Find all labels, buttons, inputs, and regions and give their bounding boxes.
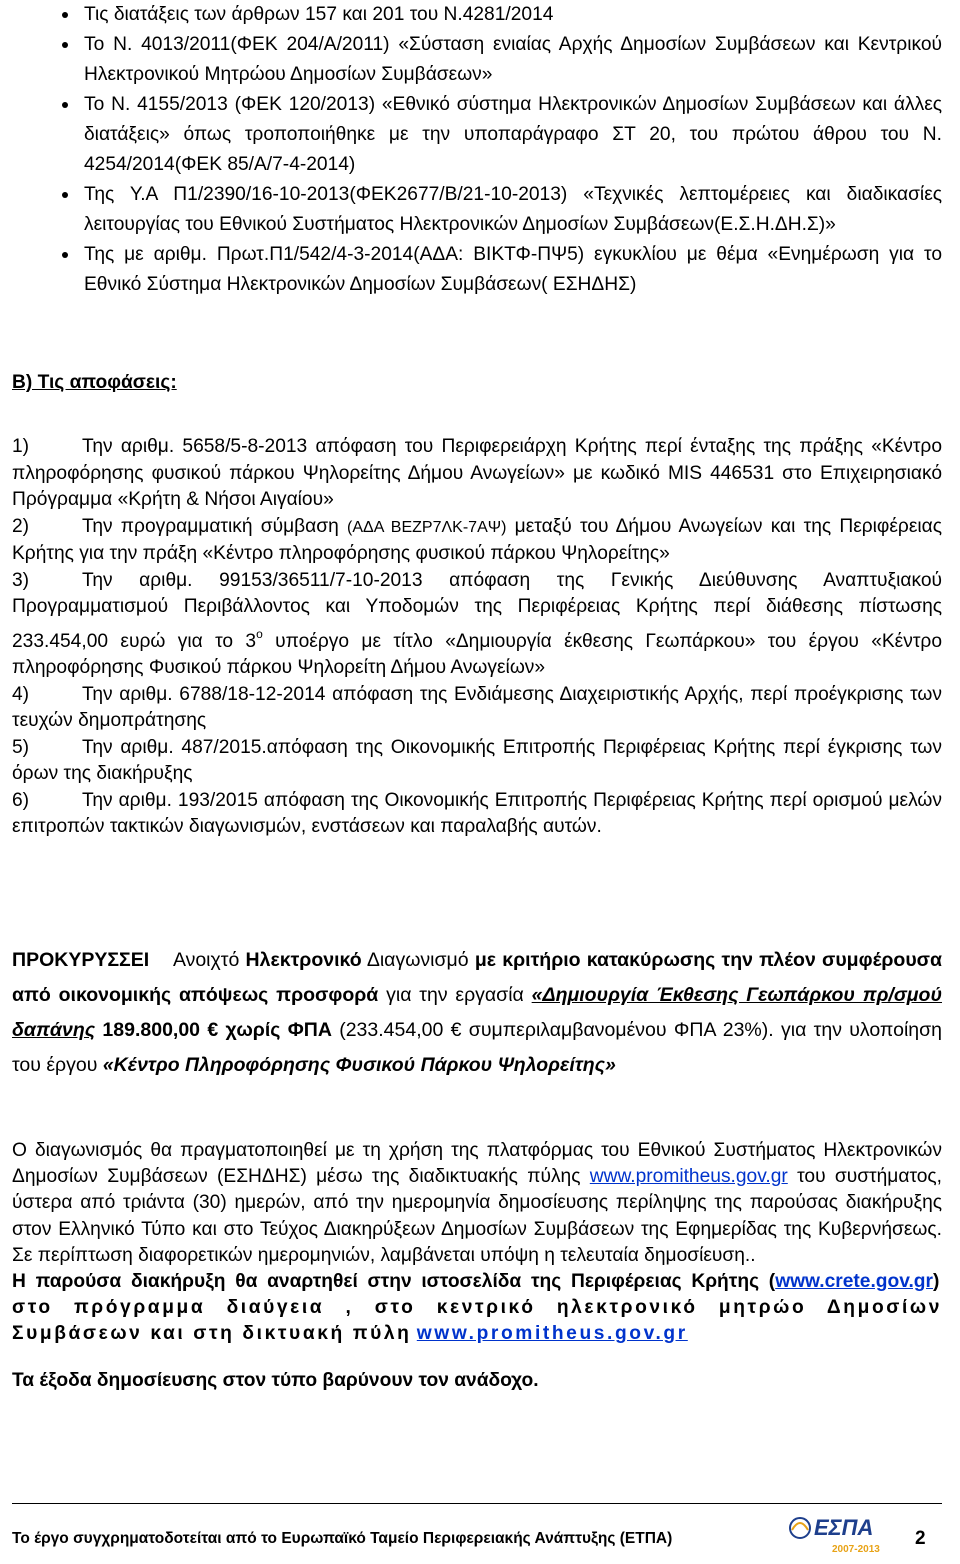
bullet-icon <box>62 102 68 108</box>
euro-icon: € <box>207 1019 219 1041</box>
crete-link[interactable]: www.crete.gov.gr <box>775 1271 933 1293</box>
list-item: Τις διατάξεις των άρθρων 157 και 201 του Ν.4281/2014 <box>0 0 960 30</box>
euro-icon: € <box>450 1019 462 1041</box>
list-item: Της Υ.Α Π1/2390/16-10-2013(ΦΕΚ2677/Β/21-10-2013) «Τεχνικές λεπτομέρειες και διαδικασίες λειτουργίας του Εθνικού Συστήματος Ηλεκτρονικών Δημοσίων Συμβάσεων(Ε.Σ.Η.ΔΗ.Σ)» <box>0 180 960 240</box>
espa-logo-icon <box>788 1508 884 1558</box>
decisions-heading: Β) Τις αποφάσεις: <box>12 372 177 393</box>
tender-details: Ο διαγωνισμός θα πραγματοποιηθεί με τη χρήση της πλατφόρμας του Εθνικού Συστήματος Ηλεκτρονικών Δημοσίων Συμβάσεων (ΕΣΗΔΗΣ) μέσω της διαδικτυακής πύλης www.promitheus.gov.gr του συστήματος, ύστερα από τριάντα (30) ημερών, από την ημερομηνία δημοσίευσης περίληψης της παρούσας διακήρυξης στον Ελληνικό Τύπο και στο Τεύχος Διακηρύξεων Δημοσίων Συμβάσεων της Εφημερίδας της Κυβερνήσεως. Σε περίπτωση διαφορετικών ημερομηνιών, λαμβάνεται υπόψη η τελευταία δημοσίευση.. Η παρούσα διακήρυξη θα αναρτηθεί στην ιστοσελίδα της Περιφέρειας Κρήτης (www.crete.gov.gr) στο πρόγραμμα διαύγεια , στο κεντρικό ηλεκτρονικό μητρώο Δημοσίων Συμβάσεων και στη δικτυακή πύλη www.promitheus.gov.gr Τα έξοδα δημοσίευσης στον τύπο βαρύνουν τον ανάδοχο. <box>12 1138 942 1394</box>
decision-item: 4) Την αριθμ. 6788/18-12-2014 απόφαση της Ενδιάμεσης Διαχειριστικής Αρχής, περί προέγκρισης των τευχών δημοπράτησης <box>12 683 942 731</box>
bullet-icon <box>62 192 68 198</box>
decision-item: 1) Την αριθμ. 5658/5-8-2013 απόφαση του Περιφερειάρχη Κρήτης περί ένταξης της πράξης «Κέντρο πληροφόρησης φυσικού πάρκου Ψηλορείτης Δήμου Ανωγείων» με κωδικό MIS 446531 στο Επιχειρησιακό Πρόγραμμα «Κρήτη & Νήσοι Αιγαίου» <box>12 436 942 510</box>
list-item: Το Ν. 4013/2011(ΦΕΚ 204/Α/2011) «Σύσταση ενιαίας Αρχής Δημοσίων Συμβάσεων και Κεντρικού Ηλεκτρονικού Μητρώου Δημοσίων Συμβάσεων» <box>0 30 960 90</box>
bullet-icon <box>62 42 68 48</box>
posting-notice: Η παρούσα διακήρυξη θα αναρτηθεί στην ιστοσελίδα της Περιφέρειας Κρήτης (www.crete.gov.gr) στο πρόγραμμα διαύγεια , στο κεντρικό ηλεκτρονικό μητρώο Δημοσίων Συμβάσεων και στη δικτυακή πύλη www.promitheus.gov.gr <box>12 1271 942 1345</box>
footer-divider <box>12 1503 942 1504</box>
decision-item: 2) Την προγραμματική σύμβαση (ΑΔΑ ΒΕΖΡ7ΛΚ-7ΑΨ) μεταξύ του Δήμου Ανωγείων και της Περιφέρειας Κρήτης για την πράξη «Κέντρο πληροφόρησης φυσικού πάρκου Ψηλορείτης» <box>12 515 942 564</box>
espa-logo <box>788 1508 884 1558</box>
page-number: 2 <box>915 1528 926 1549</box>
list-item: Της με αριθμ. Πρωτ.Π1/542/4-3-2014(ΑΔΑ: ΒΙΚΤΦ-ΠΨ5) εγκυκλίου με θέμα «Ενημέρωση για το Εθνικό Σύστημα Ηλεκτρονικών Δημοσίων Συμβάσεων( ΕΣΗΔΗΣ) <box>0 240 960 300</box>
decision-item: 5) Την αριθμ. 487/2015.απόφαση της Οικονομικής Επιτροπής Περιφέρειας Κρήτης περί έγκρισης των όρων της διακήρυξης <box>12 736 942 784</box>
bullet-icon <box>62 252 68 258</box>
proclamation: ΠΡΟΚΥΡΥΣΣΕΙ Ανοιχτό Ηλεκτρονικό Διαγωνισμό με κριτήριο κατακύρωσης την πλέον συμφέρουσα από οικονομικής απόψεως προσφορά για την εργασία «Δημιουργία Έκθεσης Γεωπάρκου πρ/σμού δαπάνης 189.800,00 € χωρίς ΦΠΑ (233.454,00 € συμπεριλαμβανομένου ΦΠΑ 23%). για την υλοποίηση του έργου «Κέντρο Πληροφόρησης Φυσικού Πάρκου Ψηλορείτης» <box>12 949 943 1076</box>
list-item: Το Ν. 4155/2013 (ΦΕΚ 120/2013) «Εθνικό σύστημα Ηλεκτρονικών Δημοσίων Συμβάσεων και άλλες διατάξεις» όπως τροποποιήθηκε με την υποπαράγραφο ΣΤ 20, του πρώτου άθρου του Ν. 4254/2014(ΦΕΚ 85/Α/7-4-2014) <box>0 90 960 180</box>
decisions-list <box>12 434 942 841</box>
promitheus-link[interactable]: www.promitheus.gov.gr <box>589 1166 788 1188</box>
costs-notice: Τα έξοδα δημοσίευσης στον τύπο βαρύνουν τον ανάδοχο. <box>12 1369 539 1391</box>
decision-item: 6) Την αριθμ. 193/2015 απόφαση της Οικονομικής Επιτροπής Περιφέρειας Κρήτης περί ορισμού μελών επιτροπών τακτικών διαγωνισμών, ενστάσεων και παραλαβής αυτών. <box>12 789 942 837</box>
espa-logo-years: 2007-2013 <box>832 1544 880 1555</box>
decision-item: 3) Την αριθμ. 99153/36511/7-10-2013 απόφαση της Γενικής Διεύθυνσης Αναπτυξιακού Προγραμματισμού Περιβάλλοντος και Υποδομών της Περιφέρειας Κρήτης περί διάθεσης πίστωσης 233.454,00 ευρώ για το $3^o$ υποέργο με τίτλο «Δημιουργία έκθεσης Γεωπάρκου» του έργου «Κέντρο πληροφόρησης Φυσικού πάρκου Ψηλορείτη Δήμου Ανωγείων» <box>12 569 942 678</box>
legal-basis-list <box>0 0 960 300</box>
promitheus-link[interactable]: www.promitheus.gov.gr <box>416 1323 688 1345</box>
espa-logo-text: ΕΣΠΑ <box>814 1515 874 1540</box>
footer-text: Το έργο συγχρηματοδοτείται από το Ευρωπαϊκό Ταμείο Περιφερειακής Ανάπτυξης (ΕΤΠΑ) <box>12 1530 673 1547</box>
bullet-icon <box>62 12 68 18</box>
